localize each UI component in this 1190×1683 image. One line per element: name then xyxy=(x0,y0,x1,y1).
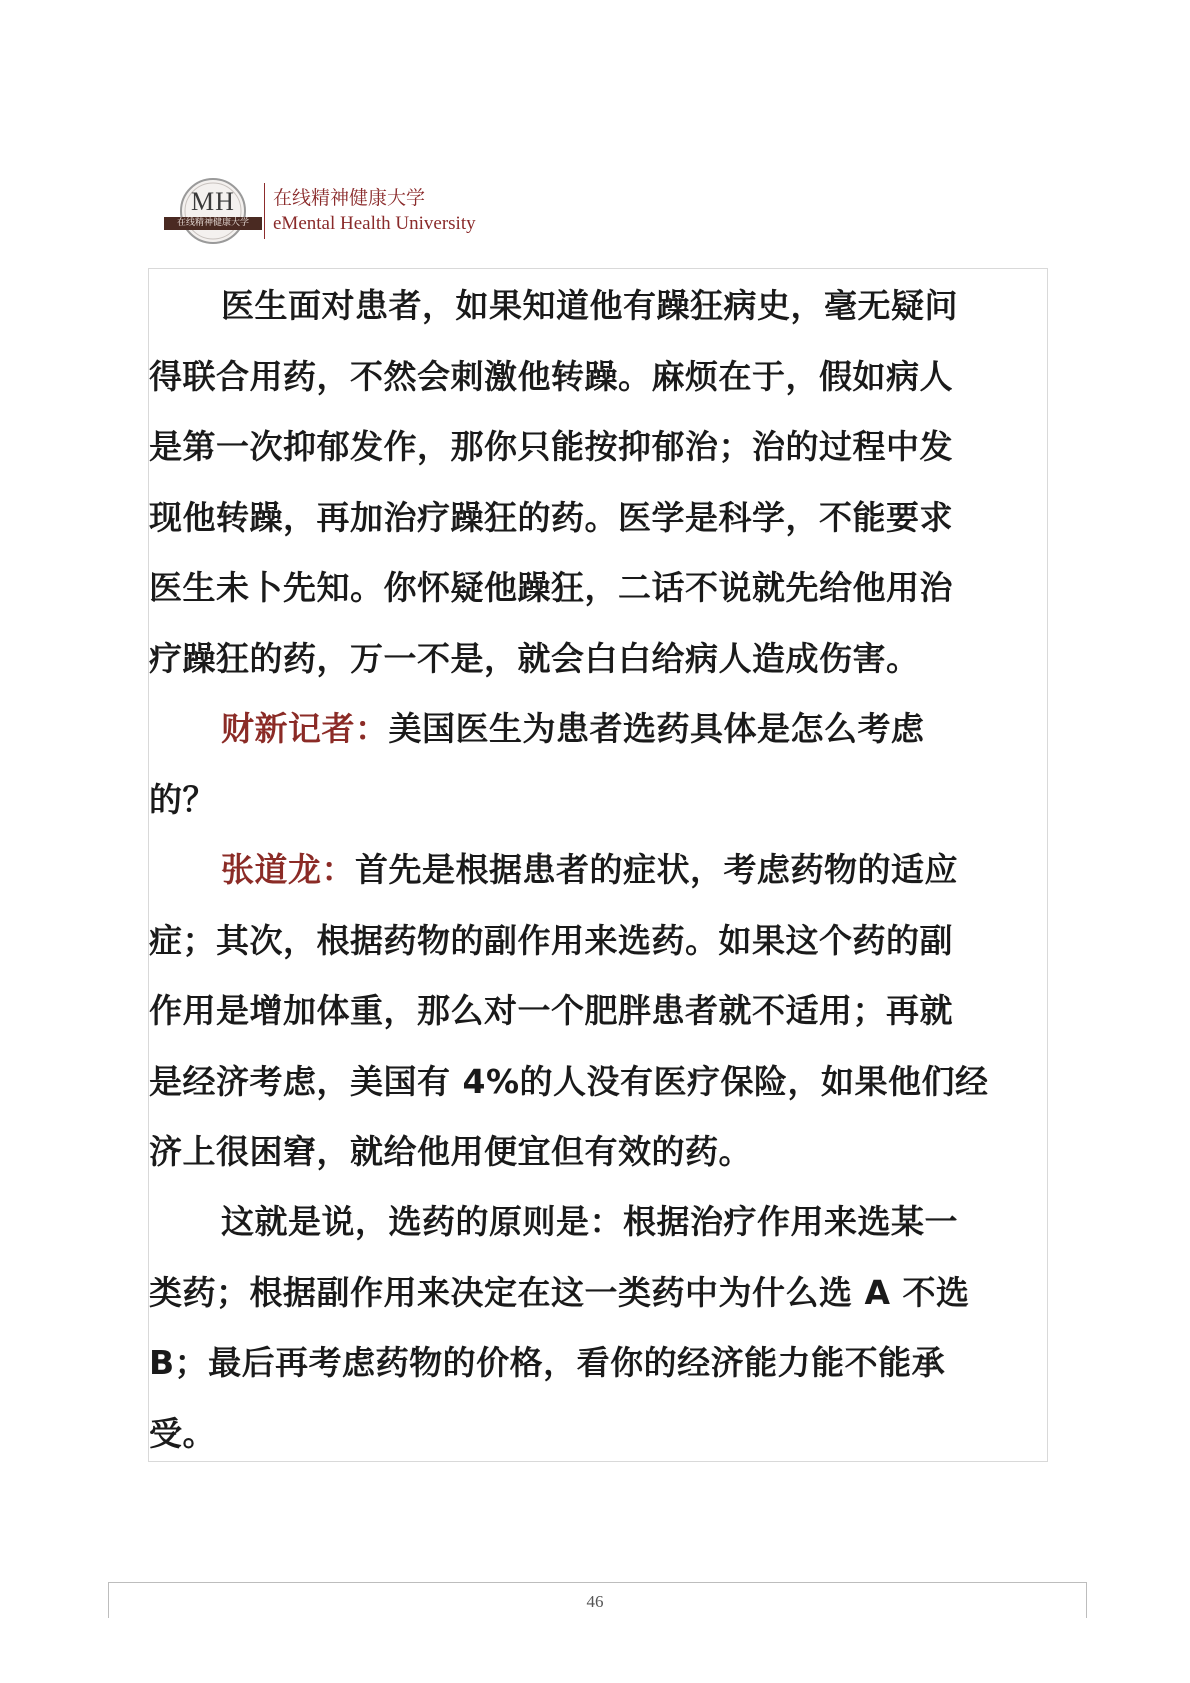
speaker-label: 财新记者： xyxy=(221,709,389,748)
paragraph-line: 医生未卜先知。你怀疑他躁狂，二话不说就先给他用治 xyxy=(149,568,953,607)
paragraph-line xyxy=(149,694,1049,765)
university-name-en: eMental Health University xyxy=(273,213,476,234)
speaker-label: 张道龙： xyxy=(221,850,355,889)
paragraph-1 xyxy=(149,271,1049,694)
paragraph-line xyxy=(149,835,1049,906)
paragraph-line: 是第一次抑郁发作，那你只能按抑郁治；治的过程中发 xyxy=(149,427,953,466)
paragraph-line: 受。 xyxy=(149,1413,216,1453)
seal-band-text: 在线精神健康大学 xyxy=(164,217,262,230)
paragraph-line: 作用是增加体重，那么对一个肥胖患者就不适用；再就 xyxy=(149,991,953,1030)
university-name-cn: 在线精神健康大学 xyxy=(273,188,426,209)
paragraph-line: 疗躁狂的药，万一不是，就会白白给病人造成伤害。 xyxy=(149,638,920,678)
paragraph-line: 的？ xyxy=(149,779,216,819)
paragraph-line: 现他转躁，再加治疗躁狂的药。医学是科学，不能要求 xyxy=(149,497,953,537)
paragraph-line: 这就是说，选药的原则是：根据治疗作用来选某一 xyxy=(221,1202,958,1241)
logo-divider xyxy=(264,183,265,239)
seal-mh-text: MH xyxy=(191,187,235,216)
paragraph-line: 是经济考虑，美国有 4%的人没有医疗保险，如果他们经 xyxy=(149,1061,989,1101)
paragraph-line: 症；其次，根据药物的副作用来选药。如果这个药的副 xyxy=(149,920,953,960)
university-name xyxy=(273,186,476,236)
speaker-text: 首先是根据患者的症状，考虑药物的适应 xyxy=(355,850,958,889)
paragraph-line: B；最后再考虑药物的价格，看你的经济能力能不能承 xyxy=(149,1343,946,1382)
paragraph-4 xyxy=(149,1187,1049,1469)
speaker-text: 美国医生为患者选药具体是怎么考虑 xyxy=(388,709,925,748)
paragraph-line: 类药；根据副作用来决定在这一类药中为什么选 A 不选 xyxy=(149,1272,970,1312)
footer-divider xyxy=(108,1582,1086,1583)
paragraph-2 xyxy=(149,694,1049,835)
paragraph-line: 得联合用药，不然会刺激他转躁。麻烦在于，假如病人 xyxy=(149,356,953,396)
header-logo xyxy=(170,176,476,246)
article-body xyxy=(148,268,1048,1462)
page-number: 46 xyxy=(586,1592,604,1611)
paragraph-line: 医生面对患者，如果知道他有躁狂病史，毫无疑问 xyxy=(221,286,958,325)
paragraph-line: 济上很困窘，就给他用便宜但有效的药。 xyxy=(149,1132,752,1171)
university-seal-logo xyxy=(170,177,256,245)
paragraph-3 xyxy=(149,835,1049,1188)
